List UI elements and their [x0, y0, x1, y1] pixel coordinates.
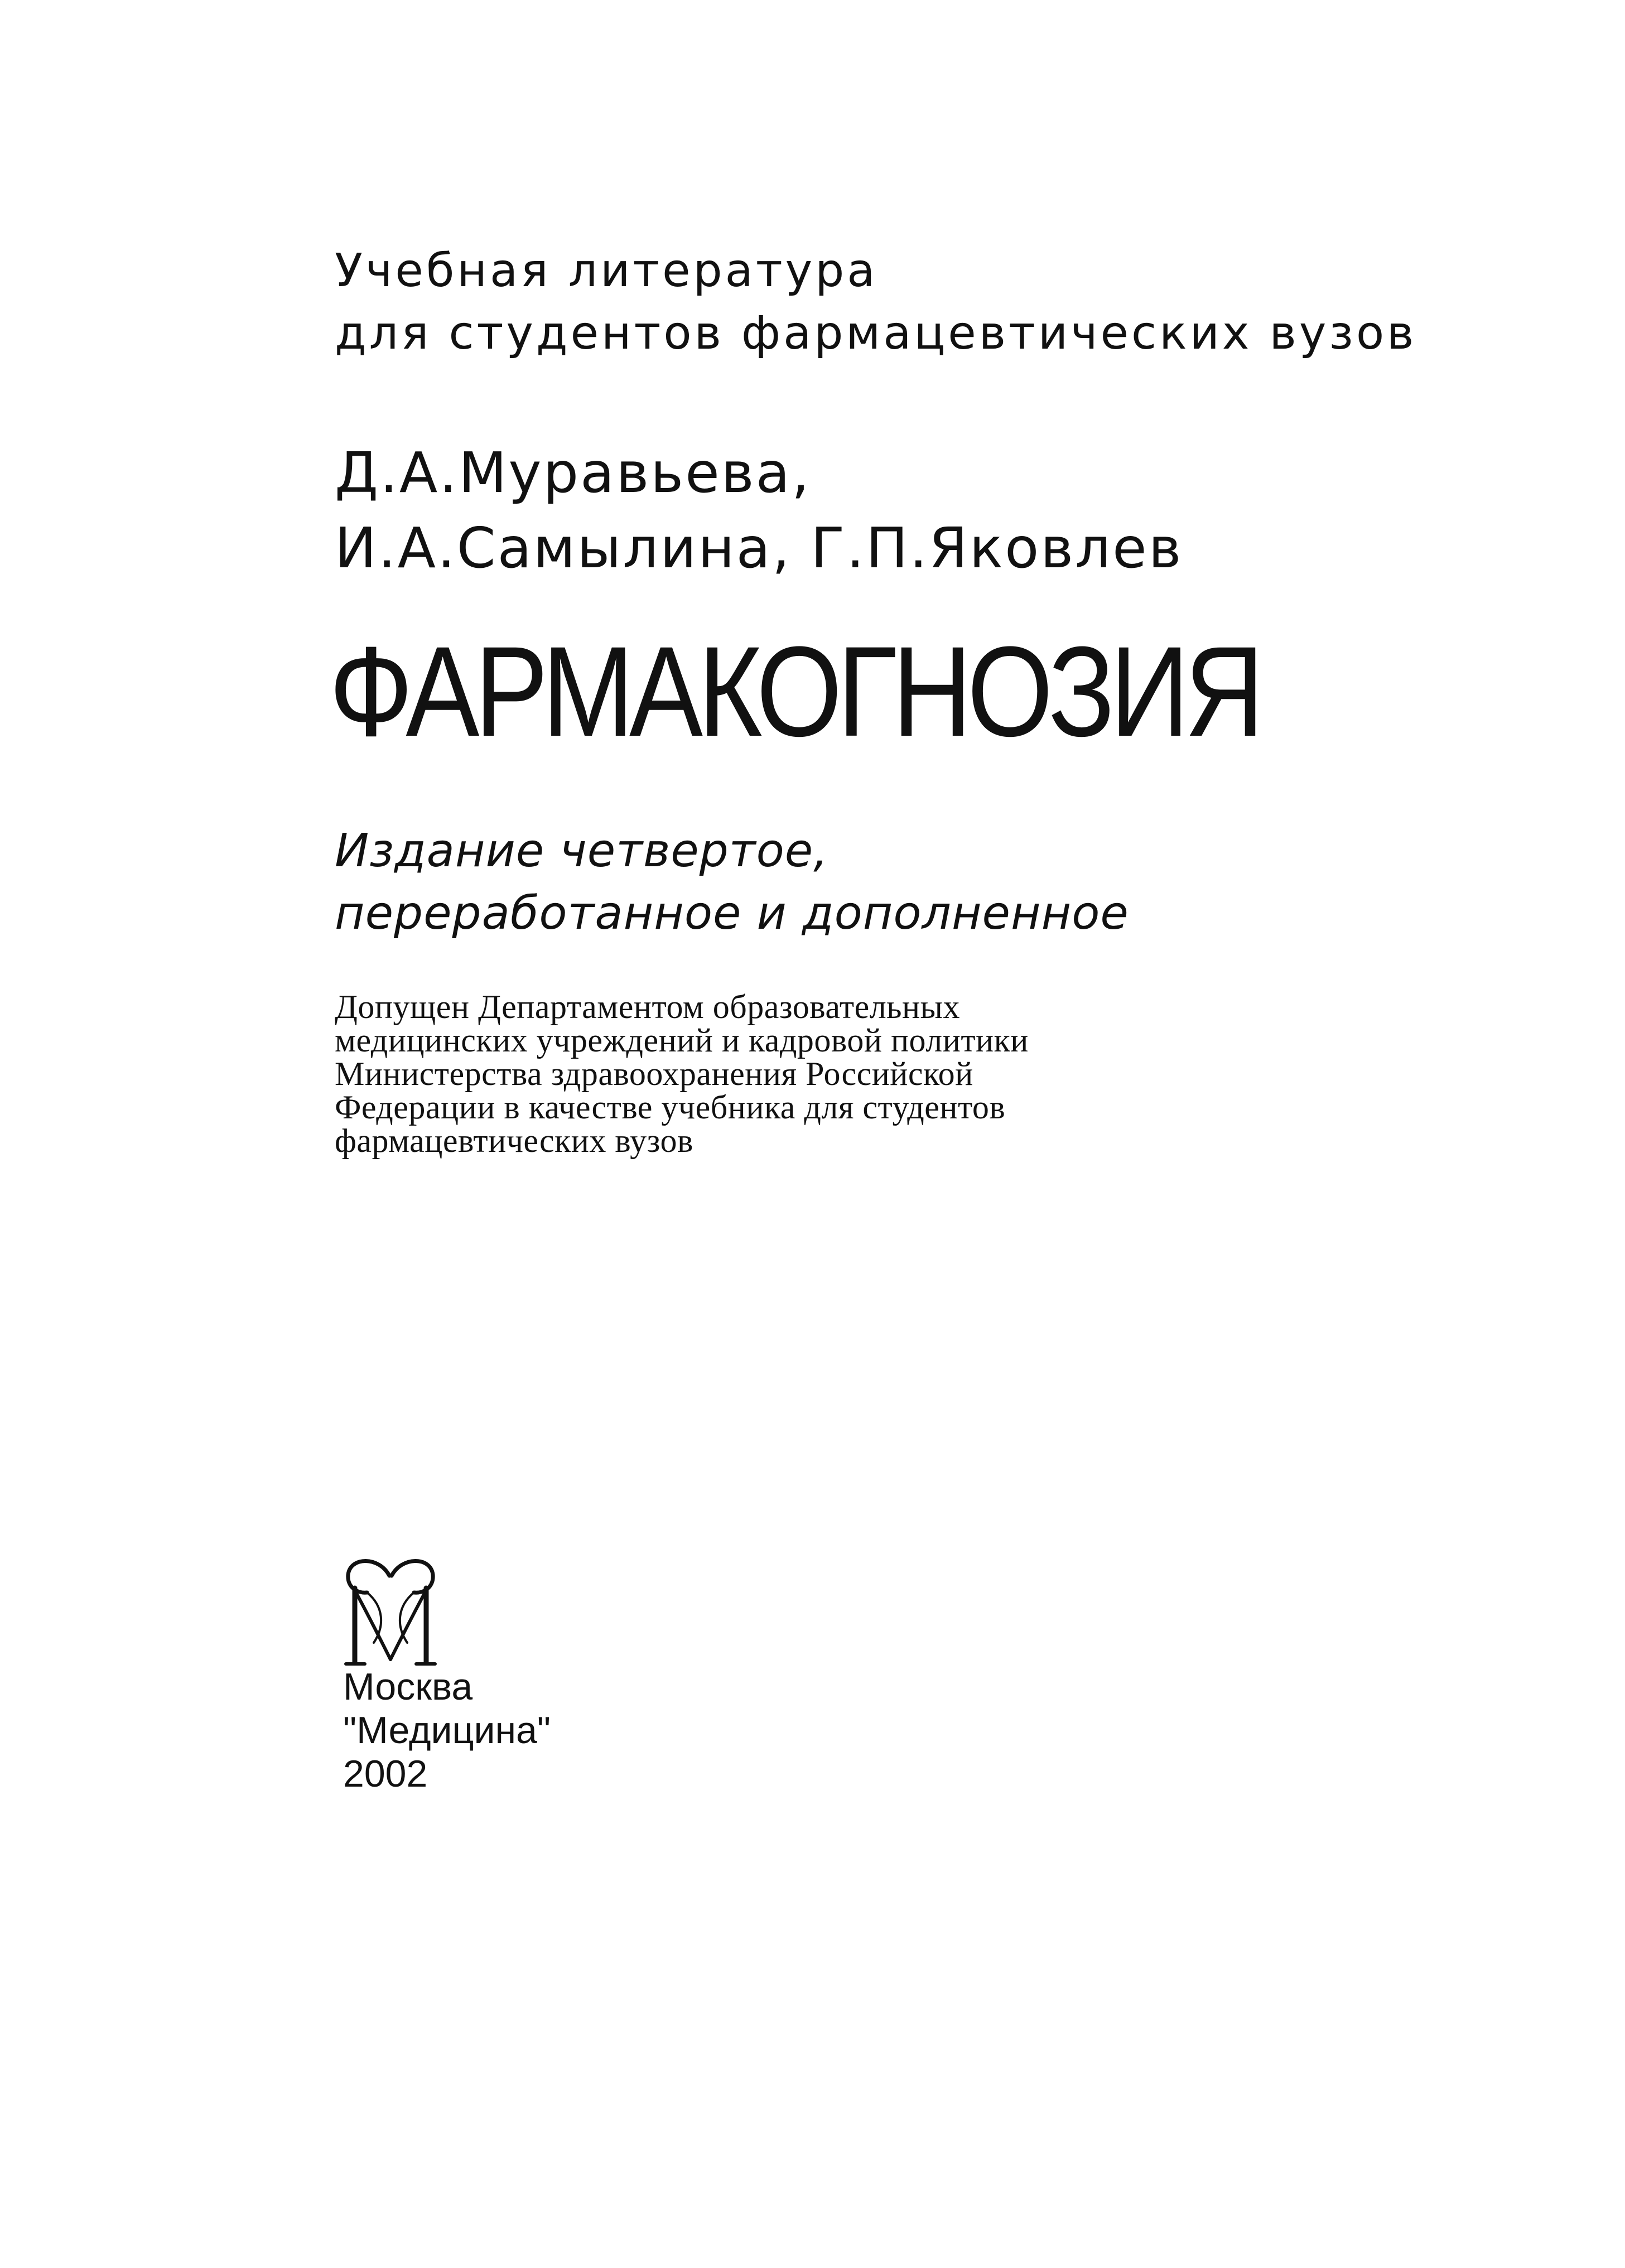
approval-line-4: Федерации в качестве учебника для студентов — [335, 1089, 1006, 1126]
approval-line-5: фармацевтических вузов — [335, 1122, 693, 1159]
series-line-2: для студентов фармацевтических вузов — [335, 307, 1417, 360]
authors — [335, 435, 1183, 586]
approval-statement — [335, 990, 1029, 1157]
approval-line-2: медицинских учреждений и кадровой политики — [335, 1022, 1029, 1059]
series-caption — [335, 240, 1416, 365]
medicina-publisher-logo-icon — [340, 1553, 441, 1671]
imprint-publisher: "Медицина" — [343, 1709, 551, 1751]
book-title: ФАРМАКОГНОЗИЯ — [329, 620, 1260, 763]
imprint — [343, 1665, 551, 1796]
edition-line-2: переработанное и дополненное — [335, 887, 1129, 940]
edition-line-1: Издание четвертое, — [335, 824, 829, 877]
author-line-2: И.А.Самылина, Г.П.Яковлев — [335, 515, 1183, 581]
imprint-city: Москва — [343, 1666, 473, 1708]
series-line-1: Учебная литература — [335, 244, 878, 297]
author-line-1: Д.А.Муравьева, — [335, 440, 811, 505]
approval-line-1: Допущен Департаментом образовательных — [335, 988, 960, 1025]
approval-line-3: Министерства здравоохранения Российской — [335, 1055, 973, 1092]
imprint-year: 2002 — [343, 1753, 428, 1795]
edition-note — [335, 820, 1129, 945]
